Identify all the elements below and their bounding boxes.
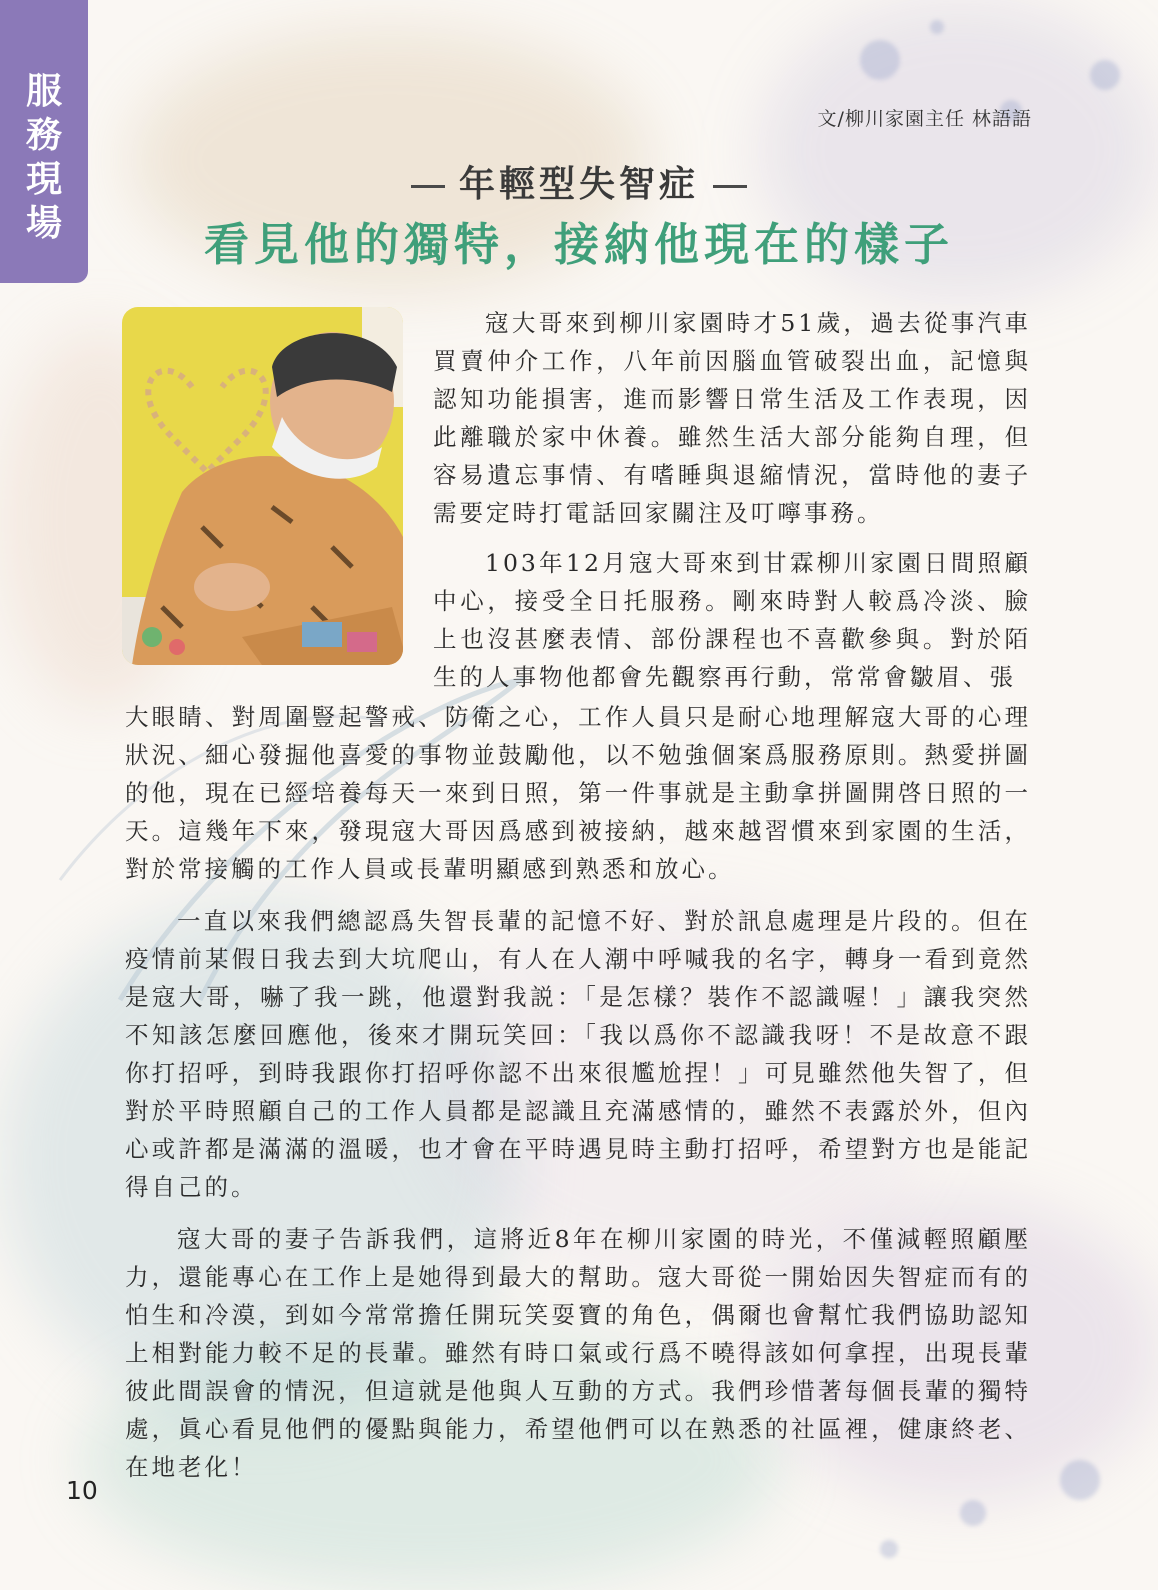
- dash-right: [713, 185, 747, 188]
- paragraph: 寇大哥的妻子告訴我們，這將近8年在柳川家園的時光，不僅減輕照顧壓力，還能專心在工作上是她得到最大的幫助。寇大哥從一開始因失智症而有的怕生和冷漠，到如今常常擔任開玩笑耍寶的角色，偶爾也會幫忙我們協助認知上相對能力較不足的長輩。雖然有時口氣或行爲不曉得該如何拿捏，出現長輩彼此間誤會的情況，但這就是他與人互動的方式。我們珍惜著每個長輩的獨特處，眞心看見他們的優點與能力，希望他們可以在熟悉的社區裡，健康終老、在地老化！: [125, 1225, 1031, 1481]
- paragraph-continuation: 大眼睛、對周圍豎起警戒、防衛之心，工作人員只是耐心地理解寇大哥的心理狀況、細心發掘他喜愛的事物並鼓勵他，以不勉強個案爲服務原則。熱愛拼圖的他，現在已經培養每天一來到日照，第一件事就是主動拿拼圖開啓日照的一天。這幾年下來，發現寇大哥因爲感到被接納，越來越習慣來到家園的生活，對於常接觸的工作人員或長輩明顯感到熟悉和放心。: [125, 703, 1031, 883]
- paragraph: 一直以來我們總認爲失智長輩的記憶不好、對於訊息處理是片段的。但在疫情前某假日我去到大坑爬山，有人在人潮中呼喊我的名字，轉身一看到竟然是寇大哥，嚇了我一跳，他還對我説：「是怎樣？裝作不認識喔！」讓我突然不知該怎麼回應他，後來才開玩笑回：「我以爲你不認識我呀！不是故意不跟你打招呼，到時我跟你打招呼你認不出來很尷尬捏！」可見雖然他失智了，但對於平時照顧自己的工作人員都是認識且充滿感情的，雖然不表露於外，但內心或許都是滿滿的溫暖，也才會在平時遇見時主動打招呼，希望對方也是能記得自己的。: [125, 907, 1031, 1201]
- section-tab-char: 服: [25, 71, 62, 112]
- article-title: 看見他的獨特，接納他現在的樣子: [203, 218, 954, 271]
- paragraph: 103年12月寇大哥來到甘霖柳川家園日間照顧中心，接受全日托服務。剛來時對人較爲冷淡、臉上也沒甚麼表情、部份課程也不喜歡參與。對於陌生的人事物他都會先觀察再行動，常常會皺眉、張: [433, 549, 1031, 691]
- author-byline: 文/柳川家園主任 林語語: [817, 108, 1032, 130]
- section-tab-char: 場: [25, 203, 62, 244]
- subtitle: 年輕型失智症: [458, 164, 699, 205]
- paragraph: 寇大哥來到柳川家園時才51歲，過去從事汽車買賣仲介工作，八年前因腦血管破裂出血，記憶與認知功能損害，進而影響日常生活及工作表現，因此離職於家中休養。雖然生活大部分能夠自理，但容易遺忘事情、有嗜睡與退縮情況，當時他的妻子需要定時打電話回家關注及叮嚀事務。: [433, 309, 1031, 527]
- section-tab-char: 現: [25, 159, 62, 200]
- subtitle-row: [0, 156, 1158, 207]
- dash-left: [411, 185, 445, 188]
- section-tab-char: 務: [25, 115, 62, 156]
- article-photo: [122, 307, 403, 665]
- page-number: 10: [66, 1476, 98, 1505]
